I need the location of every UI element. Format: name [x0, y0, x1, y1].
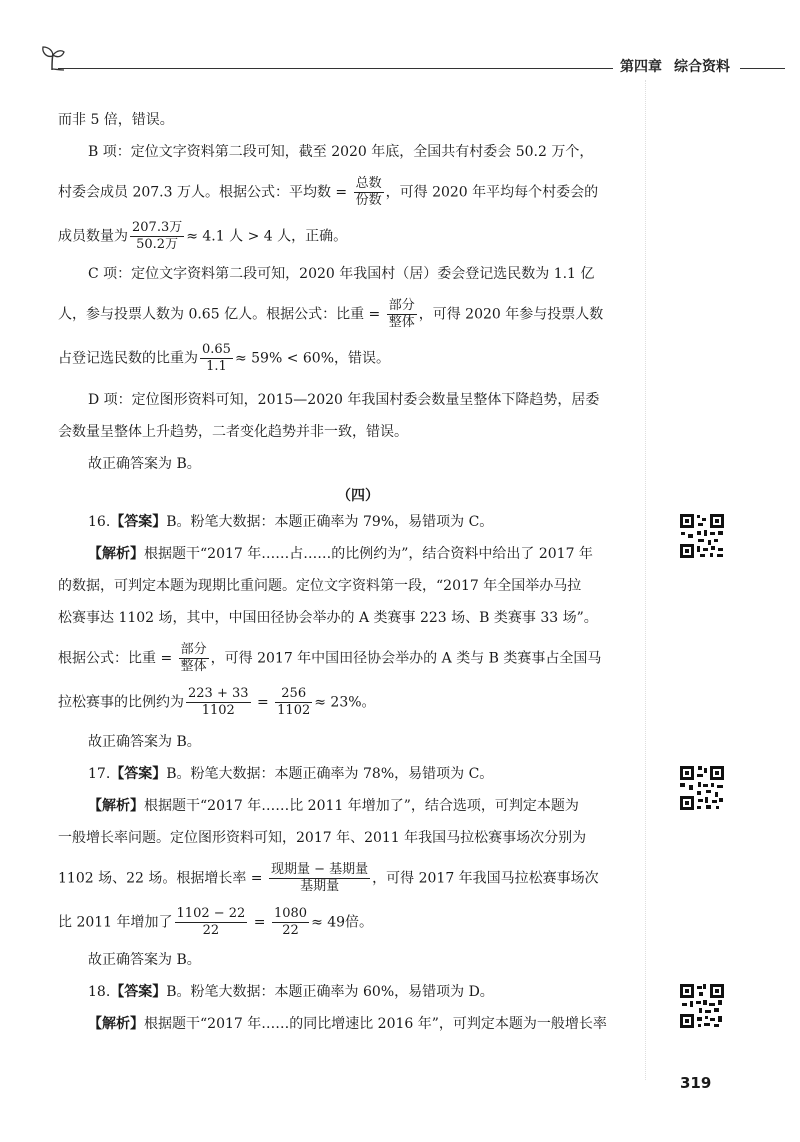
- fraction-denominator: 1102: [277, 703, 311, 718]
- text-run: 比 2011 年增加了: [58, 914, 173, 931]
- answer-tag: 【答案】: [110, 514, 167, 530]
- page-number: 319: [680, 1074, 712, 1092]
- fraction-numerator: 总数: [355, 176, 382, 191]
- header-rule-right: [740, 68, 785, 69]
- equals-sign: =: [249, 914, 270, 931]
- analysis-tag: 【解析】: [88, 798, 144, 814]
- fraction-numerator: 1102 − 22: [176, 906, 246, 921]
- fraction-numerator: 207.3万: [132, 220, 183, 235]
- paragraph-line: D 项：定位图形资料可知，2015—2020 年我国村委会数量呈整体下降趋势，居委: [88, 392, 600, 408]
- paragraph-line: [58, 342, 390, 375]
- paragraph-line: [58, 686, 376, 719]
- paragraph-line: 的数据，可判定本题为现期比重问题。定位文字资料第一段，“2017 年全国举办马拉: [58, 578, 582, 594]
- text-run: 根据题干“2017 年……占……的比例约为”，结合资料中给出了 2017 年: [144, 546, 593, 562]
- paragraph-line: C 项：定位文字资料第二段可知，2020 年我国村（居）委会登记选民数为 1.1 亿: [88, 266, 595, 282]
- text-run: 根据题干“2017 年……比 2011 年增加了”，结合选项，可判定本题为: [144, 798, 579, 814]
- analysis-tag: 【解析】: [88, 546, 144, 562]
- answer-line-18: [88, 982, 494, 1002]
- paragraph-line: 故正确答案为 B。: [88, 734, 201, 750]
- paragraph-line: 会数量呈整体上升趋势，二者变化趋势并非一致，错误。: [58, 424, 408, 440]
- fraction: [387, 298, 417, 331]
- text-run: ，可得 2020 年平均每个村委会的: [385, 184, 599, 201]
- fraction: [179, 642, 209, 675]
- paragraph-line: 松赛事达 1102 场，其中，中国田径协会举办的 A 类赛事 223 场、B 类赛事 33 场”。: [58, 610, 598, 626]
- fraction-denominator: 1.1: [206, 359, 227, 374]
- page-header: [40, 44, 785, 74]
- fraction: [175, 906, 248, 939]
- fraction: [275, 686, 312, 719]
- text-run: ≈ 4.1 人 > 4 人，正确。: [186, 228, 348, 245]
- answer-line-17: [88, 764, 493, 784]
- answer-text: B。粉笔大数据：本题正确率为 78%，易错项为 C。: [166, 766, 494, 782]
- fraction: [269, 862, 370, 895]
- section-title: （四）: [337, 488, 379, 504]
- fraction: [186, 686, 251, 719]
- text-run: 成员数量为: [58, 228, 128, 245]
- paragraph-line: [58, 862, 599, 895]
- analysis-tag: 【解析】: [88, 1016, 144, 1032]
- qr-code-icon[interactable]: [678, 982, 726, 1030]
- margin-guide: [645, 80, 646, 1080]
- chapter-title: 综合资料: [674, 59, 730, 75]
- answer-line-16: [88, 512, 493, 532]
- fraction-denominator: 基期量: [300, 879, 340, 894]
- fraction-numerator: 1080: [273, 906, 308, 921]
- text-run: ≈ 49倍。: [311, 914, 374, 931]
- question-number: 18.: [88, 984, 111, 1000]
- fraction-denominator: 1102: [201, 703, 235, 718]
- text-run: 根据题干“2017 年……的同比增速比 2016 年”，可判定本题为一般增长率: [144, 1016, 607, 1032]
- text-run: ≈ 59% < 60%，错误。: [234, 350, 390, 367]
- paragraph-line: [58, 642, 601, 675]
- question-number: 16.: [88, 514, 111, 530]
- paragraph-line: 一般增长率问题。定位图形资料可知，2017 年、2011 年我国马拉松赛事场次分别为: [58, 830, 587, 846]
- text-run: 占登记选民数的比重为: [58, 350, 198, 367]
- text-run: ≈ 23%。: [314, 694, 376, 711]
- text-run: 1102 场、22 场。根据增长率 =: [58, 870, 267, 887]
- equals-sign: =: [252, 694, 274, 711]
- fraction-denominator: 22: [202, 923, 220, 938]
- paragraph-line: [58, 176, 598, 209]
- paragraph-line: B 项：定位文字资料第二段可知，截至 2020 年底，全国共有村委会 50.2 万个，: [88, 144, 594, 160]
- analysis-line: [88, 544, 593, 564]
- text-run: 拉松赛事的比例约为: [58, 694, 184, 711]
- analysis-line: [88, 796, 579, 816]
- paragraph-line: 而非 5 倍，错误。: [58, 112, 174, 128]
- text-run: 根据公式：比重 =: [58, 650, 177, 667]
- analysis-line: [88, 1014, 607, 1034]
- fraction-denominator: 50.2万: [136, 237, 179, 252]
- chapter-number: 第四章: [620, 59, 662, 75]
- text-run: ，可得 2017 年中国田径协会举办的 A 类与 B 类赛事占全国马: [210, 650, 602, 667]
- answer-text: B。粉笔大数据：本题正确率为 60%，易错项为 D。: [166, 984, 494, 1000]
- chapter-label: [620, 56, 742, 76]
- fraction: [354, 176, 384, 209]
- answer-tag: 【答案】: [110, 766, 167, 782]
- answer-tag: 【答案】: [110, 984, 167, 1000]
- paragraph-line: 故正确答案为 B。: [88, 952, 201, 968]
- text-run: 人，参与投票人数为 0.65 亿人。根据公式：比重 =: [58, 306, 385, 323]
- fraction: [272, 906, 309, 939]
- header-rule-left: [58, 68, 613, 69]
- text-run: ，可得 2020 年参与投票人数: [418, 306, 604, 323]
- fraction-denominator: 份数: [355, 193, 382, 208]
- fraction-denominator: 整体: [388, 315, 415, 330]
- fraction-numerator: 部分: [388, 298, 415, 313]
- paragraph-line: [58, 298, 603, 331]
- text-run: 村委会成员 207.3 万人。根据公式：平均数 =: [58, 184, 352, 201]
- fraction-numerator: 256: [275, 686, 312, 703]
- fraction-numerator: 0.65: [202, 342, 231, 357]
- fraction-numerator: 部分: [180, 642, 207, 657]
- answer-text: B。粉笔大数据：本题正确率为 79%，易错项为 C。: [166, 514, 494, 530]
- fraction-denominator: 整体: [180, 659, 207, 674]
- fraction: [200, 342, 233, 375]
- paragraph-line: 故正确答案为 B。: [88, 456, 201, 472]
- fraction-numerator: 223 + 33: [188, 686, 249, 701]
- paragraph-line: [58, 906, 373, 939]
- qr-code-icon[interactable]: [678, 764, 726, 812]
- text-run: ，可得 2017 年我国马拉松赛事场次: [372, 870, 599, 887]
- fraction: [130, 220, 184, 253]
- fraction-denominator: 22: [282, 923, 299, 938]
- paragraph-line: [58, 220, 347, 253]
- qr-code-icon[interactable]: [678, 512, 726, 560]
- fraction-numerator: 现期量 − 基期量: [270, 862, 369, 877]
- question-number: 17.: [88, 766, 111, 782]
